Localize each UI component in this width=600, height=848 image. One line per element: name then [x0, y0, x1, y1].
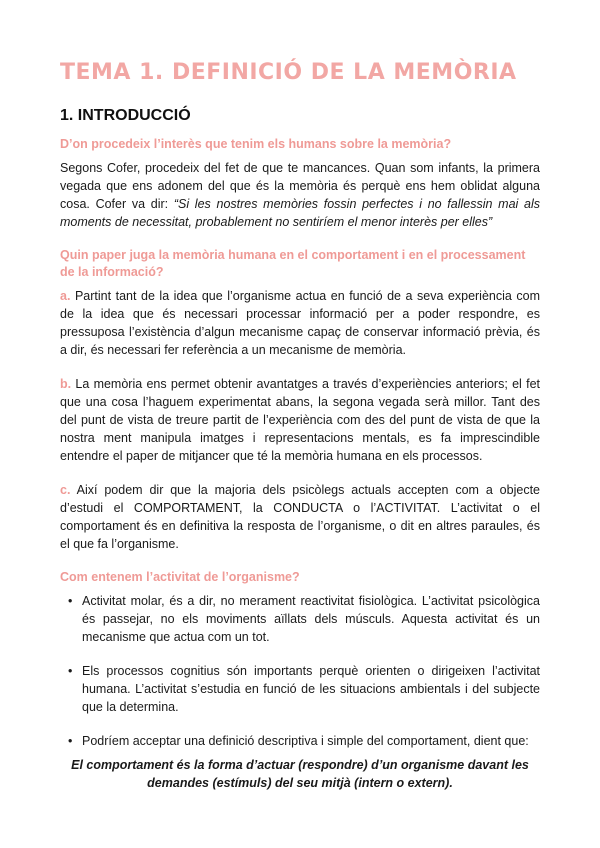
page-title: TEMA 1. DEFINICIÓ DE LA MEMÒRIA	[60, 60, 517, 85]
section-heading: 1. INTRODUCCIÓ	[60, 107, 191, 124]
bullet-list	[60, 592, 540, 750]
paragraph-c-text: Així podem dir que la majoria dels psicòlegs actuals accepten com a objecte d’estudi el COMPORTAMENT, la CONDUCTA o l’ACTIVITAT. L’activitat o el comportament és en definitiva la resposta de l’organisme, o dit en altres paraules, és el que fa l’organisme.	[60, 483, 540, 551]
paragraph-c	[60, 481, 540, 553]
paragraph-cofer	[60, 159, 540, 231]
paragraph-cofer-text: Segons Cofer, procedeix del fet de que te mancances. Quan som infants, la primera vegada que ens adonem del que és la memòria és perquè ens hem oblidat alguna cosa. Cofer va dir:	[60, 161, 540, 211]
list-item-text: Activitat molar, és a dir, no merament reactivitat fisiològica. L’activitat psicològica és passejar, no els moviments aïllats dels músculs. Aquesta activitat és un mecanisme que actua com un tot.	[82, 594, 540, 644]
question-2: Quin paper juga la memòria humana en el comportament i en el processament de la informació?	[60, 248, 526, 279]
bullet-icon: •	[68, 664, 73, 678]
bullet-icon: •	[68, 734, 73, 748]
letter-b: b.	[60, 377, 72, 391]
list-item-text: Podríem acceptar una definició descriptiva i simple del comportament, dient que:	[82, 734, 529, 748]
question-1: D’on procedeix l’interès que tenim els humans sobre la memòria?	[60, 137, 452, 151]
bullet-icon: •	[68, 594, 73, 608]
list-item	[68, 662, 540, 716]
letter-c: c.	[60, 483, 71, 497]
question-3: Com entenem l’activitat de l’organisme?	[60, 570, 300, 584]
paragraph-b	[60, 375, 540, 465]
behavior-definition: El comportament és la forma d’actuar (respondre) d’un organisme davant les demandes (estímuls) del seu mitjà (intern o extern).	[71, 758, 529, 790]
cofer-quote: “Si les nostres memòries fossin perfectes i no fallessin mai als moments de necessitat, probablement no sentiríem el menor interès per elles”	[60, 197, 540, 229]
list-item	[68, 732, 540, 750]
letter-a: a.	[60, 289, 71, 303]
list-item-text: Els processos cognitius són importants perquè orienten o dirigeixen l’activitat humana. L’activitat s’estudia en funció de les situacions ambientals i del subjecte que la determina.	[82, 664, 540, 714]
paragraph-a	[60, 287, 540, 359]
list-item	[68, 592, 540, 646]
paragraph-a-text: Partint tant de la idea que l’organisme actua en funció de a seva experiència com de la idea que és necessari processar informació per a poder respondre, es pressuposa l’existència d’algun mecanisme capaç de conservar informació prèvia, és a dir, és necessari fer referència a un mecanisme de memòria.	[60, 289, 540, 357]
paragraph-b-text: La memòria ens permet obtenir avantatges a través d’experiències anteriors; el fet que una cosa l’haguem experimentat abans, la segona vegada serà millor. Tant des del punt de vista de treure partit de l’experiència com des del punt de vista de que la nostra ment manipula imatges i representacions mentals, es fa imprescindible entendre el paper de mitjancer que té la memòria humana en els processos.	[60, 377, 540, 463]
